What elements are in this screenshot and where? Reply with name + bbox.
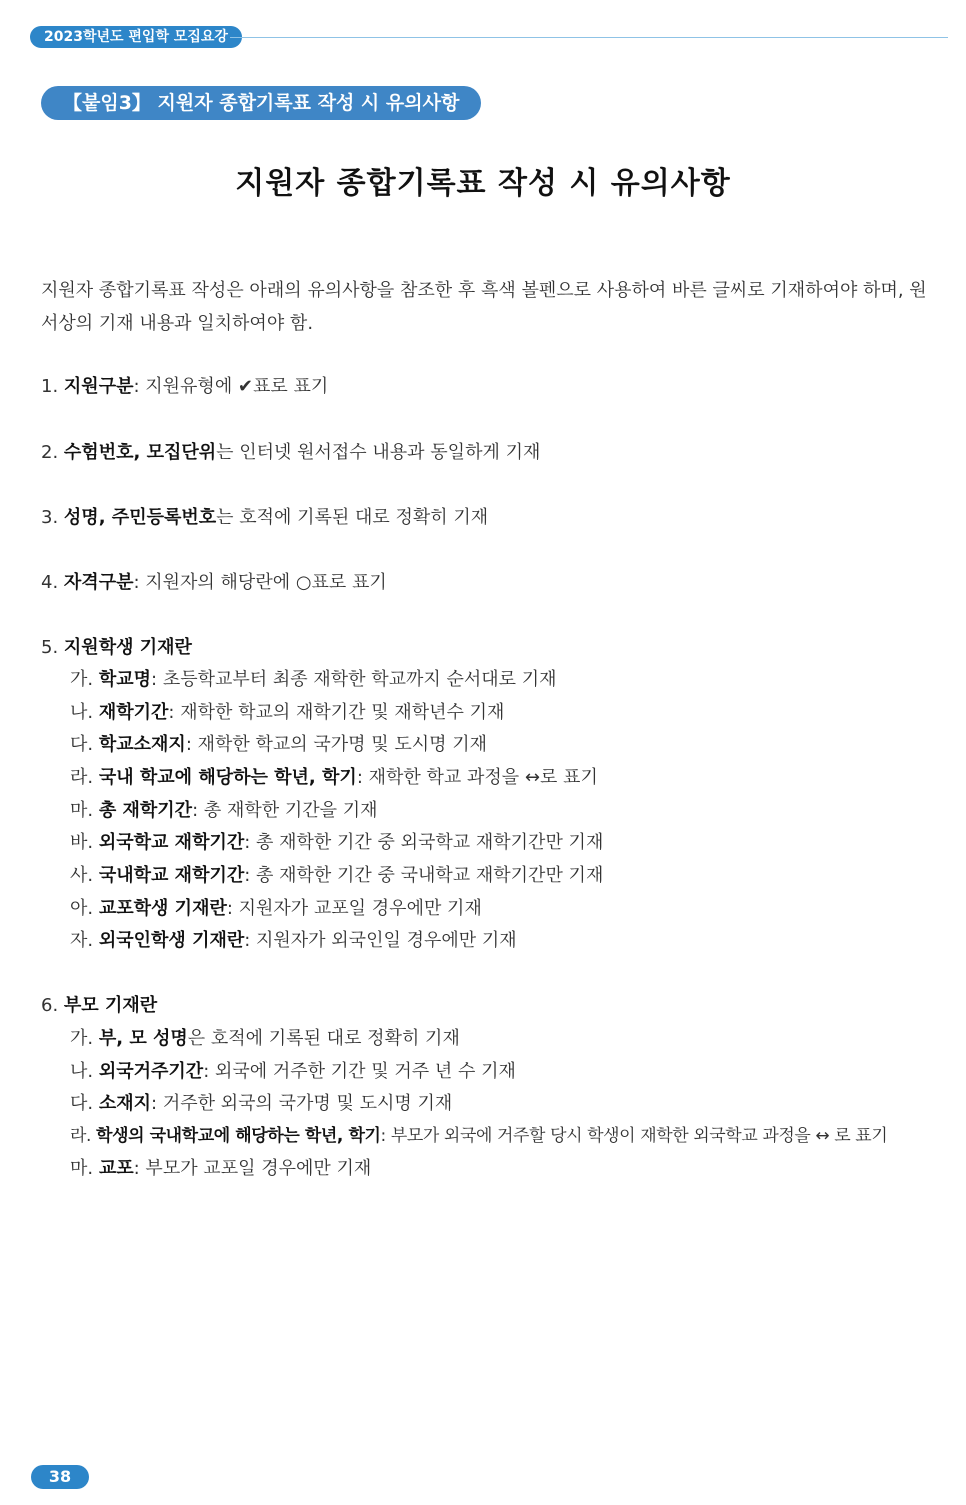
subitem-text: 은 호적에 기록된 대로 정확히 기재 (187, 1028, 460, 1049)
student-subitem (70, 924, 517, 957)
subitem-number: 사. (70, 865, 94, 886)
student-subitem (70, 761, 598, 794)
parent-subitem (70, 1055, 516, 1088)
item-text: 는 인터넷 원서접수 내용과 동일하게 기재 (216, 442, 541, 463)
item-text: : 지원자의 해당란에 ○표로 표기 (133, 572, 387, 593)
item-2 (41, 436, 540, 469)
subitem-heading: 국내학교 재학기간 (98, 865, 245, 886)
subitem-number: 바. (70, 832, 94, 853)
item-heading: 지원학생 기재란 (63, 637, 192, 658)
item-text: : 지원유형에 ✔표로 표기 (133, 376, 329, 397)
student-subitem (70, 696, 504, 729)
subitem-heading: 외국거주기간 (98, 1061, 204, 1082)
subitem-heading: 소재지 (98, 1093, 152, 1114)
page-number: 38 (31, 1465, 89, 1489)
subitem-number: 가. (70, 1028, 94, 1049)
item-heading: 부모 기재란 (63, 995, 158, 1016)
parent-subitem (70, 1152, 371, 1185)
item-number: 5. (41, 637, 59, 658)
subitem-number: 다. (70, 1093, 94, 1114)
student-subitem (70, 826, 603, 859)
subitem-heading: 교포 (98, 1158, 134, 1179)
subitem-number: 마. (70, 1158, 94, 1179)
subitem-text: : 외국에 거주한 기간 및 거주 년 수 기재 (203, 1061, 516, 1082)
subitem-number: 자. (70, 930, 94, 951)
subitem-text: : 재학한 학교의 국가명 및 도시명 기재 (185, 734, 488, 755)
section-tab: 【붙임3】 지원자 종합기록표 작성 시 유의사항 (41, 86, 481, 120)
item-number: 4. (41, 572, 59, 593)
subitem-heading: 교포학생 기재란 (98, 898, 227, 919)
item-number: 1. (41, 376, 59, 397)
subitem-text: : 초등학교부터 최종 재학한 학교까지 순서대로 기재 (151, 669, 557, 690)
subitem-text: : 총 재학한 기간을 기재 (192, 800, 378, 821)
subitem-number: 라. (70, 767, 94, 788)
parent-subitem (70, 1022, 460, 1055)
subitem-text: : 총 재학한 기간 중 국내학교 재학기간만 기재 (244, 865, 604, 886)
item-heading: 지원구분 (63, 376, 134, 397)
subitem-text: : 재학한 학교 과정을 ↔로 표기 (356, 767, 598, 788)
subitem-text: : 지원자가 교포일 경우에만 기재 (226, 898, 482, 919)
subitem-heading: 학교소재지 (98, 734, 186, 755)
item-number: 2. (41, 442, 59, 463)
item-1 (41, 370, 328, 403)
subitem-text: : 부모가 외국에 거주할 당시 학생이 재학한 외국학교 과정을 ↔ 로 표기 (380, 1126, 888, 1146)
subitem-number: 마. (70, 800, 94, 821)
subitem-text: : 부모가 교포일 경우에만 기재 (133, 1158, 372, 1179)
item-3 (41, 501, 488, 534)
subitem-heading: 학교명 (98, 669, 152, 690)
subitem-heading: 외국인학생 기재란 (98, 930, 245, 951)
item-6 (41, 989, 157, 1022)
running-header (30, 26, 948, 50)
item-number: 6. (41, 995, 59, 1016)
item-heading: 자격구분 (63, 572, 134, 593)
intro-paragraph: 지원자 종합기록표 작성은 아래의 유의사항을 참조한 후 흑색 볼펜으로 사용하여 바른 글씨로 기재하여야 하며, 원서상의 기재 내용과 일치하여야 함. (41, 280, 927, 334)
page-title: 지원자 종합기록표 작성 시 유의사항 (235, 166, 731, 201)
item-heading: 수험번호, 모집단위 (63, 442, 217, 463)
subitem-text: : 거주한 외국의 국가명 및 도시명 기재 (151, 1093, 453, 1114)
subitem-text: : 재학한 학교의 재학기간 및 재학년수 기재 (168, 702, 505, 723)
subitem-number: 나. (70, 702, 94, 723)
student-subitem (70, 728, 487, 761)
subitem-text: : 총 재학한 기간 중 외국학교 재학기간만 기재 (244, 832, 604, 853)
header-title: 2023학년도 편입학 모집요강 (30, 26, 242, 48)
subitem-heading: 재학기간 (98, 702, 169, 723)
item-4 (41, 566, 387, 599)
subitem-heading: 총 재학기간 (98, 800, 193, 821)
student-subitem (70, 892, 482, 925)
subitem-number: 라. (70, 1126, 92, 1146)
item-text: 는 호적에 기록된 대로 정확히 기재 (216, 507, 489, 528)
parent-subitem (70, 1120, 887, 1153)
subitem-number: 다. (70, 734, 94, 755)
header-rule (230, 37, 948, 38)
subitem-heading: 부, 모 성명 (98, 1028, 188, 1049)
item-heading: 성명, 주민등록번호 (63, 507, 217, 528)
parent-subitem (70, 1087, 452, 1120)
subitem-heading: 국내 학교에 해당하는 학년, 학기 (98, 767, 357, 788)
subitem-heading: 외국학교 재학기간 (98, 832, 245, 853)
subitem-text: : 지원자가 외국인일 경우에만 기재 (244, 930, 517, 951)
subitem-number: 가. (70, 669, 94, 690)
item-5 (41, 631, 192, 664)
subitem-number: 나. (70, 1061, 94, 1082)
subitem-heading: 학생의 국내학교에 해당하는 학년, 학기 (96, 1126, 381, 1146)
student-subitem (70, 859, 603, 892)
subitem-number: 아. (70, 898, 94, 919)
student-subitem (70, 663, 557, 696)
item-number: 3. (41, 507, 59, 528)
student-subitem (70, 794, 378, 827)
